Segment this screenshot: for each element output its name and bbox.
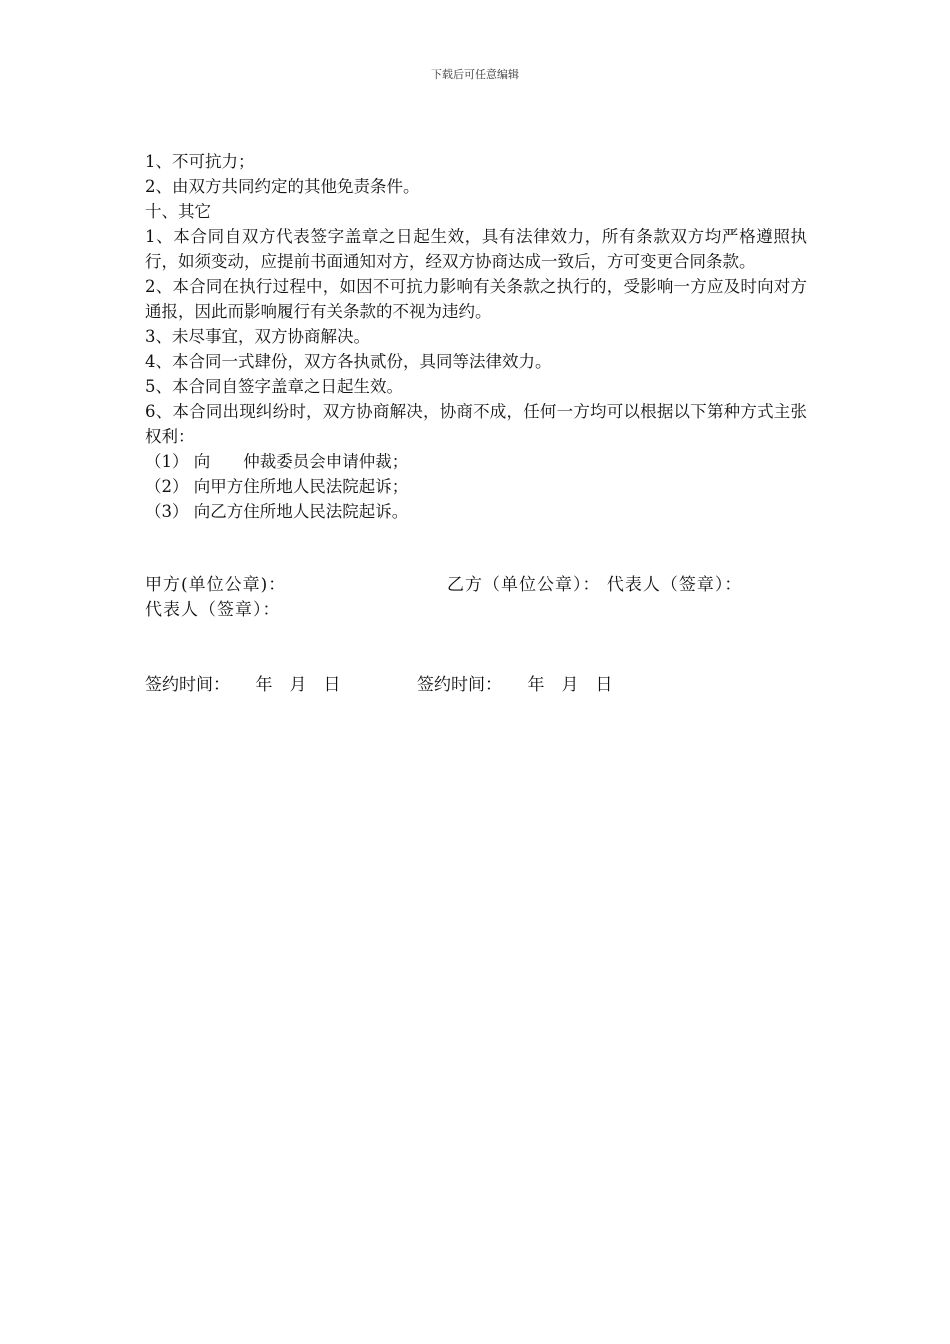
header-note: 下载后可任意编辑 <box>431 68 519 81</box>
party-b-seal-label: 乙方（单位公章）： 代表人（签章）： <box>447 575 743 595</box>
party-a-seal-label: 甲方(单位公章)： <box>145 575 287 595</box>
paragraph: 1、本合同自双方代表签字盖章之日起生效，具有法律效力，所有条款双方均严格遵照执行，如须变动，应提前书面通知对方，经双方协商达成一致后，方可变更合同条款。 <box>145 227 807 271</box>
paragraph: 3、未尽事宜，双方协商解决。 <box>145 327 370 346</box>
signature-row <box>145 573 807 598</box>
signing-date-row <box>145 673 807 698</box>
contract-body <box>145 149 807 524</box>
paragraph: 4、本合同一式肆份，双方各执贰份，具同等法律效力。 <box>145 352 552 371</box>
list-item: （1） 向 仲裁委员会申请仲裁； <box>145 452 409 471</box>
party-a-signing-date: 签约时间： 年 月 日 <box>145 675 341 695</box>
paragraph: 2、本合同在执行过程中，如因不可抗力影响有关条款之执行的，受影响一方应及时向对方通报，因此而影响履行有关条款的不视为违约。 <box>145 277 807 321</box>
signature-row <box>145 598 807 623</box>
party-b-signing-date: 签约时间： 年 月 日 <box>417 675 613 695</box>
list-item: （2） 向甲方住所地人民法院起诉； <box>145 477 409 496</box>
paragraph: 5、本合同自签字盖章之日起生效。 <box>145 377 403 396</box>
signature-block <box>145 573 807 623</box>
paragraph: 2、由双方共同约定的其他免责条件。 <box>145 177 420 196</box>
party-a-rep-label: 代表人（签章）： <box>145 600 281 620</box>
paragraph: 1、不可抗力； <box>145 152 255 171</box>
section-heading: 十、其它 <box>145 202 211 221</box>
paragraph: 6、本合同出现纠纷时，双方协商解决，协商不成，任何一方均可以根据以下第种方式主张权利： <box>145 402 807 446</box>
list-item: （3） 向乙方住所地人民法院起诉。 <box>145 502 409 521</box>
